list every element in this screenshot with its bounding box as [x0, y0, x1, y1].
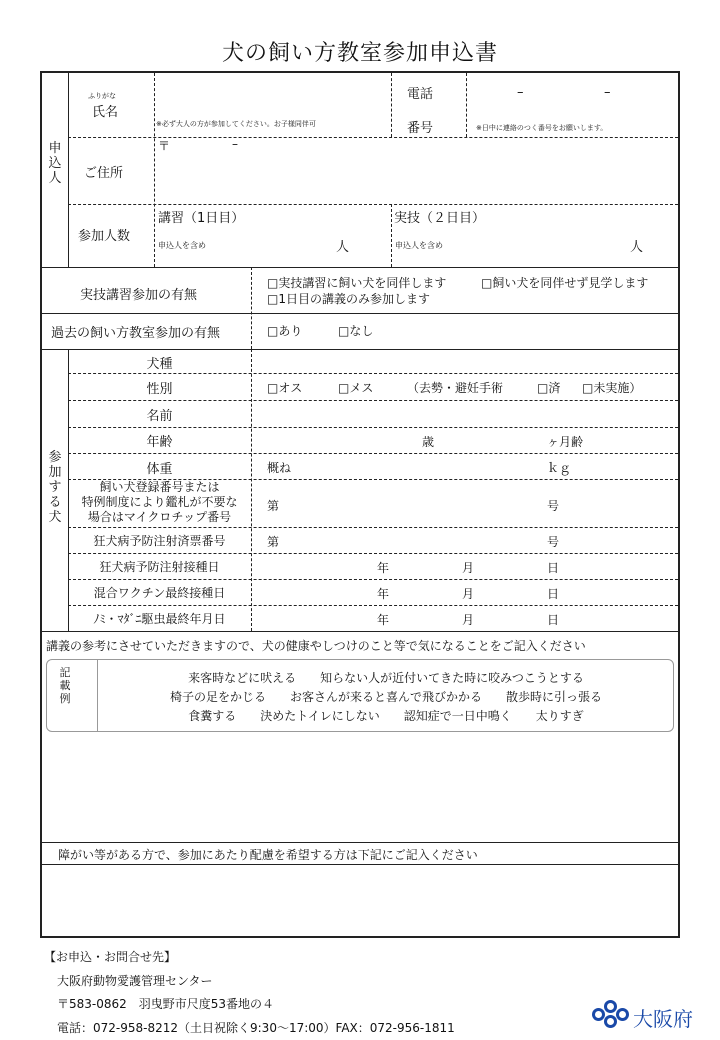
divider: [68, 527, 678, 528]
divider: [68, 553, 678, 554]
past-no-checkbox[interactable]: □なし: [338, 324, 374, 338]
divider: [391, 73, 392, 137]
day-unit: 日: [547, 613, 560, 627]
health-prompt: 講義の参考にさせていただきますので、犬の健康やしつけのこと等で気になることをご記入ください: [46, 639, 586, 653]
female-checkbox[interactable]: □メス: [338, 381, 374, 395]
divider: [42, 631, 678, 632]
neuter-label: （去勢・避妊手術: [407, 381, 504, 395]
age-label: 年齢: [146, 435, 173, 450]
registration-label-3: 場合はマイクロチップ番号: [87, 510, 232, 524]
registration-prefix: 第: [267, 499, 280, 513]
application-form: [40, 71, 680, 938]
divider: [466, 73, 467, 137]
divider: [251, 349, 252, 631]
dog-section-label: 参加する犬: [48, 450, 62, 525]
divider: [68, 204, 678, 205]
divider: [68, 373, 678, 374]
month-unit: 月: [462, 587, 475, 601]
example-label: 記載例: [59, 666, 71, 705]
practice-note: 申込人を含め: [395, 241, 443, 250]
practical-label: 実技講習参加の有無: [80, 288, 198, 303]
year-unit: 年: [377, 613, 390, 627]
contact-org: 大阪府動物愛護管理センター: [57, 974, 213, 988]
example-line: 食糞する 決めたトイレにしない 認知症で一日中鳴く 太りすぎ: [188, 709, 584, 723]
divider: [68, 605, 678, 606]
past-yes-checkbox[interactable]: □あり: [267, 324, 303, 338]
rabies-date-label: 狂犬病予防注射接種日: [99, 560, 220, 574]
weight-approx: 概ね: [267, 461, 292, 475]
practice-unit: 人: [630, 240, 644, 255]
weight-label: 体重: [146, 462, 173, 477]
phone-dash: –: [604, 85, 611, 100]
registration-label-2: 特例制度により鑑札が不要な: [81, 495, 238, 509]
postal-mark: 〒: [158, 139, 171, 153]
rabies-tag-label: 狂犬病予防注射済票番号: [93, 534, 226, 548]
lecture-label: 講習（1日目）: [158, 211, 245, 226]
practice-label: 実技（２日目）: [394, 211, 486, 226]
applicant-section-label: 申込人: [48, 141, 62, 186]
phone-dash: –: [517, 85, 524, 100]
divider: [68, 453, 678, 454]
divider: [68, 427, 678, 428]
postal-dash: –: [232, 137, 238, 151]
neuter-not-checkbox[interactable]: □未実施）: [582, 381, 642, 395]
breed-label: 犬種: [146, 357, 173, 372]
participants-label: 参加人数: [78, 229, 131, 244]
divider: [42, 267, 678, 268]
contact-heading: 【お申込・お問合せ先】: [44, 950, 177, 964]
phone-label: 電話: [407, 87, 434, 102]
rabies-tag-suffix: 号: [547, 535, 560, 549]
divider: [42, 864, 678, 865]
phone-label-2: 番号: [407, 121, 434, 136]
age-months-unit: ヶ月齢: [547, 435, 584, 449]
divider: [42, 313, 678, 314]
divider: [42, 349, 678, 350]
furigana-label: ふりがな: [88, 92, 116, 100]
phone-note: ※日中に連絡のつく番号をお願いします。: [476, 124, 608, 132]
disability-prompt: 障がい等がある方で、参加にあたり配慮を希望する方は下記にご記入ください: [58, 848, 478, 862]
address-label: ご住所: [84, 166, 124, 181]
examples-box: [46, 659, 674, 732]
dog-name-label: 名前: [146, 409, 173, 424]
osaka-logo-text: 大阪府: [633, 1007, 693, 1031]
divider: [42, 842, 678, 843]
rabies-tag-prefix: 第: [267, 535, 280, 549]
osaka-logo-icon: [592, 1000, 630, 1030]
divider: [68, 579, 678, 580]
past-participation-label: 過去の飼い方教室参加の有無: [51, 326, 221, 341]
day-unit: 日: [547, 561, 560, 575]
divider: [68, 400, 678, 401]
divider: [391, 204, 392, 267]
year-unit: 年: [377, 587, 390, 601]
neuter-done-checkbox[interactable]: □済: [537, 381, 561, 395]
registration-suffix: 号: [547, 499, 560, 513]
name-note: ※必ず大人の方が参加してください。お子様同伴可: [156, 120, 316, 128]
name-label: 氏名: [92, 105, 119, 120]
example-line: 椅子の足をかじる お客さんが来ると喜んで飛びかかる 散歩時に引っ張る: [169, 690, 602, 704]
example-line: 来客時などに吠える 知らない人が近付いてきた時に咬みつこうとする: [188, 671, 584, 685]
divider: [251, 267, 252, 349]
parasite-label: ﾉﾐ・ﾏﾀﾞﾆ駆虫最終年月日: [93, 612, 226, 626]
vaccine-label: 混合ワクチン最終接種日: [93, 586, 226, 600]
lecture-unit: 人: [336, 240, 350, 255]
contact-address: 〒583-0862 羽曳野市尺度53番地の４: [57, 997, 275, 1011]
registration-label-1: 飼い犬登録番号または: [99, 480, 220, 494]
divider: [68, 73, 69, 267]
month-unit: 月: [462, 561, 475, 575]
age-years-unit: 歳: [422, 435, 435, 449]
contact-phone: 電話：072-958-8212（土日祝除く9:30～17:00）FAX：072-956-1811: [57, 1021, 455, 1035]
sex-label: 性別: [146, 382, 173, 397]
practical-option-observe[interactable]: □飼い犬を同伴せず見学します: [481, 276, 649, 290]
weight-unit: ｋｇ: [547, 461, 572, 475]
form-title: 犬の飼い方教室参加申込書: [221, 41, 498, 66]
divider: [154, 73, 155, 267]
lecture-note: 申込人を含め: [158, 241, 206, 250]
year-unit: 年: [377, 561, 390, 575]
day-unit: 日: [547, 587, 560, 601]
practical-option-bring-dog[interactable]: □実技講習に飼い犬を同伴します: [267, 276, 447, 290]
male-checkbox[interactable]: □オス: [267, 381, 303, 395]
month-unit: 月: [462, 613, 475, 627]
practical-option-lecture-only[interactable]: □1日目の講義のみ参加します: [267, 292, 430, 306]
